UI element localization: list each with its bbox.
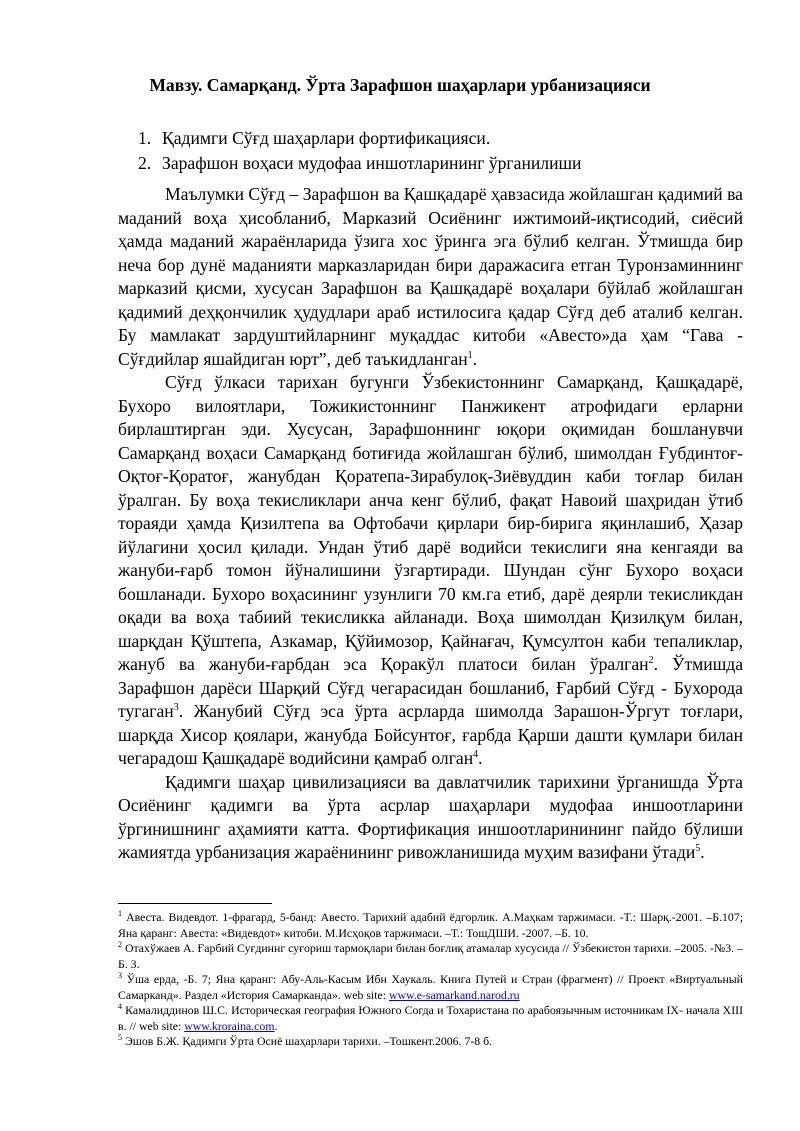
topic-outline	[138, 126, 581, 176]
footnote-text: Камалиддинов Ш.С. Историческая география Южного Согда и Тохаристана по арабоязычным источникам IX- начала XIII в. // web site:	[118, 1003, 743, 1033]
body-text	[118, 183, 743, 865]
paragraph-text: Жанубий Сўғд эса ўрта асрларда шимолда Зарашон-Ўргут тоғлари, шарқда Хисор қоялари, жанубда Бойсунтоғ, ғарбда Қарши дашти қумлари билан чегарадош Қашқадарё водийсини қамраб олган	[118, 701, 743, 768]
footnote-text-end: .	[274, 1018, 278, 1033]
paragraph-text: Ўтмишда Зарафшон дарёси Шарқий Сўғд чегарасидан бошланиб, Ғарбий Сўғд - Бухорода тугаган	[118, 654, 744, 721]
paragraph-text: Сўғд ўлкаси тарихан бугунги Ўзбекистоннинг Самарқанд, Қашқадарё, Бухоро вилоятлари, Тожикистоннинг Панжикент атрофидаги ерларни бирлаштирган эди. Хусусан, Зарафшоннинг юқори оқимидан бошланувчи Самарқанд воҳаси Самарқанд ботиғида жойлашган бўлиб, шимолдан Ғубдинтоғ-Оқтоғ-Қоратоғ, жанубдан Қоратепа-Зирабулоқ-Зиёвуддин каби тоғлар билан ўралган. Бу воҳа текисликлари анча кенг бўлиб, фақат Навоий шаҳридан ўтиб тораяди ҳамда Қизилтепа ва Офтобачи қирлари бир-бирига яқинлашиб, Ҳазар йўлагини ҳосил қилади. Ундан ўтиб дарё водийси текислиги яна кенгаяди ва жануби-ғарб томон йўналишини ўзгартиради. Шундан сўнг Бухоро воҳаси бошланади. Бухоро воҳасининг узунлиги 70 км.га етиб, дарё деярли текисликдан оқади ва воҳа табиий текисликка айланади. Воҳа шимолдан Қизилқум билан, шарқдан Қўштепа, Азкамар, Қўйимозор, Қайнағач, Қумсултон каби тепаликлар, жануб ва жануби-ғарбдан эса Қоракўл платоси билан ўралган	[118, 372, 743, 674]
outline-item-number: 1.	[138, 128, 152, 148]
outline-item	[138, 126, 581, 151]
footnote-text: Авеста. Видевдот. 1-фрагард, 5-банд: Авесто. Тарихий адабий ёдгорлик. А.Маҳкам таржимаси. -Т.: Шарқ.-2001. –Б.107; Яна қаранг: Авеста: «Видевдот» китоби. М.Исҳоқов таржимаси. –Т.: ТошДШИ. -2007. –Б. 10.	[118, 910, 743, 940]
footnote-text: Ўша ерда, -Б. 7; Яна қаранг: Абу-Аль-Касым Ибн Хаукаль. Книга Путей и Стран (фрагмент) // Проект «Виртуальный Самарканд». Раздел «История Самарканда». web site:	[118, 972, 743, 1002]
footnote-ref[interactable]: 3	[173, 702, 179, 714]
footnote	[118, 941, 743, 972]
website-link[interactable]: www.kroraina.com	[184, 1018, 275, 1033]
footnote	[118, 1003, 743, 1034]
paragraph-text: Қадимги шаҳар цивилизацияси ва давлатчилик тарихини ўрганишда Ўрта Осиёнинг қадимги ва ўрта асрлар шаҳарлари мудофаа иншоотларини ўргинишнинг аҳамияти катта. Фортификация иншоотларинининг пайдо бўлиши жамиятда урбанизация жараёнининг ривожланишида муҳим вазифани ўтади	[118, 771, 743, 862]
footnote-text: Отахўжаев А. Ғарбий Суғдиннг суғориш тармоқлари билан боғлиқ атамалар хусусида // Ўзбекистон тарихи. –2005. -№3. –Б. 3.	[118, 941, 743, 971]
paragraph-text: Маълумки Сўғд – Зарафшон ва Қашқадарё ҳавзасида жойлашган қадимий ва маданий воҳа ҳисобланиб, Марказий Осиёнинг ижтимоий-иқтисодий, сиёсий ҳамда маданий жараёнларида ўзига хос ўринга эга бўлиб келган. Ўтмишда бир неча бор дунё маданияти марказларидан бири даражасига етган Туронзаминнинг марказий қисми, хусусан Зарафшон ва Қашқадарё воҳалари бўйлаб жойлашган қадимий деҳқончилик ҳудудлари араб истилосига қадар Сўғд деб аталиб келган. Бу мамлакат зардуштийларнинг муқаддас китоби «Авесто»да ҳам “Гава - Сўғдийлар яшайдиган юрт”, деб таъкидланган	[118, 184, 743, 369]
footnotes	[118, 910, 743, 1050]
footnote-ref[interactable]: 5	[695, 843, 701, 855]
footnote-separator	[118, 903, 272, 904]
footnote-number: 5	[118, 1033, 122, 1043]
footnote-number: 1	[118, 909, 122, 919]
outline-item-number: 2.	[138, 153, 152, 173]
footnote-number: 3	[118, 971, 122, 981]
outline-item-text: Қадимги Сўғд шаҳарлари фортификацияси.	[162, 128, 491, 148]
paragraph-3: Қадимги шаҳар цивилизацияси ва давлатчилик тарихини ўрганишда Ўрта Осиёнинг қадимги ва ўрта асрлар шаҳарлари мудофаа иншоотларини ўргинишнинг аҳамияти катта. Фортификация иншоотларинининг пайдо бўлиши жамиятда урбанизация жараёнининг ривожланишида муҳим вазифани ўтади$^5$.	[118, 771, 743, 862]
footnote-ref[interactable]: 4	[473, 749, 479, 761]
page-title: Мавзу. Самарқанд. Ўрта Зарафшон шаҳарлари урбанизацияси	[149, 75, 651, 95]
website-link[interactable]: www.e-samarkand.narod.ru	[388, 987, 520, 1002]
outline-item	[138, 151, 581, 176]
footnote-number: 2	[118, 940, 122, 950]
paragraph-2: Сўғд ўлкаси тарихан бугунги Ўзбекистоннинг Самарқанд, Қашқадарё, Бухоро вилоятлари, Тожикистоннинг Панжикент атрофидаги ерларни бирлаштирган эди. Хусусан, Зарафшоннинг юқори оқимидан бошланувчи Самарқанд воҳаси Самарқанд ботиғида жойлашган бўлиб, шимолдан Ғубдинтоғ-Оқтоғ-Қоратоғ, жанубдан Қоратепа-Зирабулоқ-Зиёвуддин каби тоғлар билан ўралган. Бу воҳа текисликлари анча кенг бўлиб, фақат Навоий шаҳридан ўтиб тораяди ҳамда Қизилтепа ва Офтобачи қирлари бир-бирига яқинлашиб, Ҳазар йўлагини ҳосил қилади. Ундан ўтиб дарё водийси текислиги яна кенгаяди ва жануби-ғарб томон йўналишини ўзгартиради. Шундан сўнг Бухоро воҳаси бошланади. Бухоро воҳасининг узунлиги 70 км.га етиб, дарё деярли текисликдан оқади ва воҳа табиий текисликка айланади. Воҳа шимолдан Қизилқум билан, шарқдан Қўштепа, Азкамар, Қўйимозор, Қайнағач, Қумсултон каби тепаликлар, жануб ва жануби-ғарбдан эса Қоракўл платоси билан ўралган$^2$. Ўтмишда Зарафшон дарёси Шарқий Сўғд чегарасидан бошланиб, Ғарбий Сўғд - Бухорода тугаган$^3$. Жанубий Сўғд эса ўрта асрларда шимолда Зарашон-Ўргут тоғлари, шарқда Хисор қоялари, жанубда Бойсунтоғ, ғарбда Қарши дашти қумлари билан чегарадош Қашқадарё водийсини қамраб олган$^4$.	[118, 372, 744, 768]
footnote-ref[interactable]: 1	[467, 349, 473, 361]
paragraph-1: Маълумки Сўғд – Зарафшон ва Қашқадарё ҳавзасида жойлашган қадимий ва маданий воҳа ҳисобланиб, Марказий Осиёнинг ижтимоий-иқтисодий, сиёсий ҳамда маданий жараёнларида ўзига хос ўринга эга бўлиб келган. Ўтмишда бир неча бор дунё маданияти марказларидан бири даражасига етган Туронзаминнинг марказий қисми, хусусан Зарафшон ва Қашқадарё воҳалари бўйлаб жойлашган қадимий деҳқончилик ҳудудлари араб истилосига қадар Сўғд деб аталиб келган. Бу мамлакат зардуштийларнинг муқаддас китоби «Авесто»да ҳам “Гава - Сўғдийлар яшайдиган юрт”, деб таъкидланган$^1$.	[118, 184, 743, 369]
footnote	[118, 972, 743, 1003]
outline-item-text: Зарафшон воҳаси мудофаа иншотларининг ўрганилиши	[162, 153, 582, 173]
footnote-ref[interactable]: 2	[648, 655, 654, 667]
footnote-number: 4	[118, 1002, 122, 1012]
footnote	[118, 910, 743, 941]
footnote-text: Эшов Б.Ж. Қадимги Ўрта Осиё шаҳарлари тарихи. –Тошкент.2006. 7-8 б.	[122, 1034, 493, 1048]
footnote	[118, 1034, 743, 1050]
